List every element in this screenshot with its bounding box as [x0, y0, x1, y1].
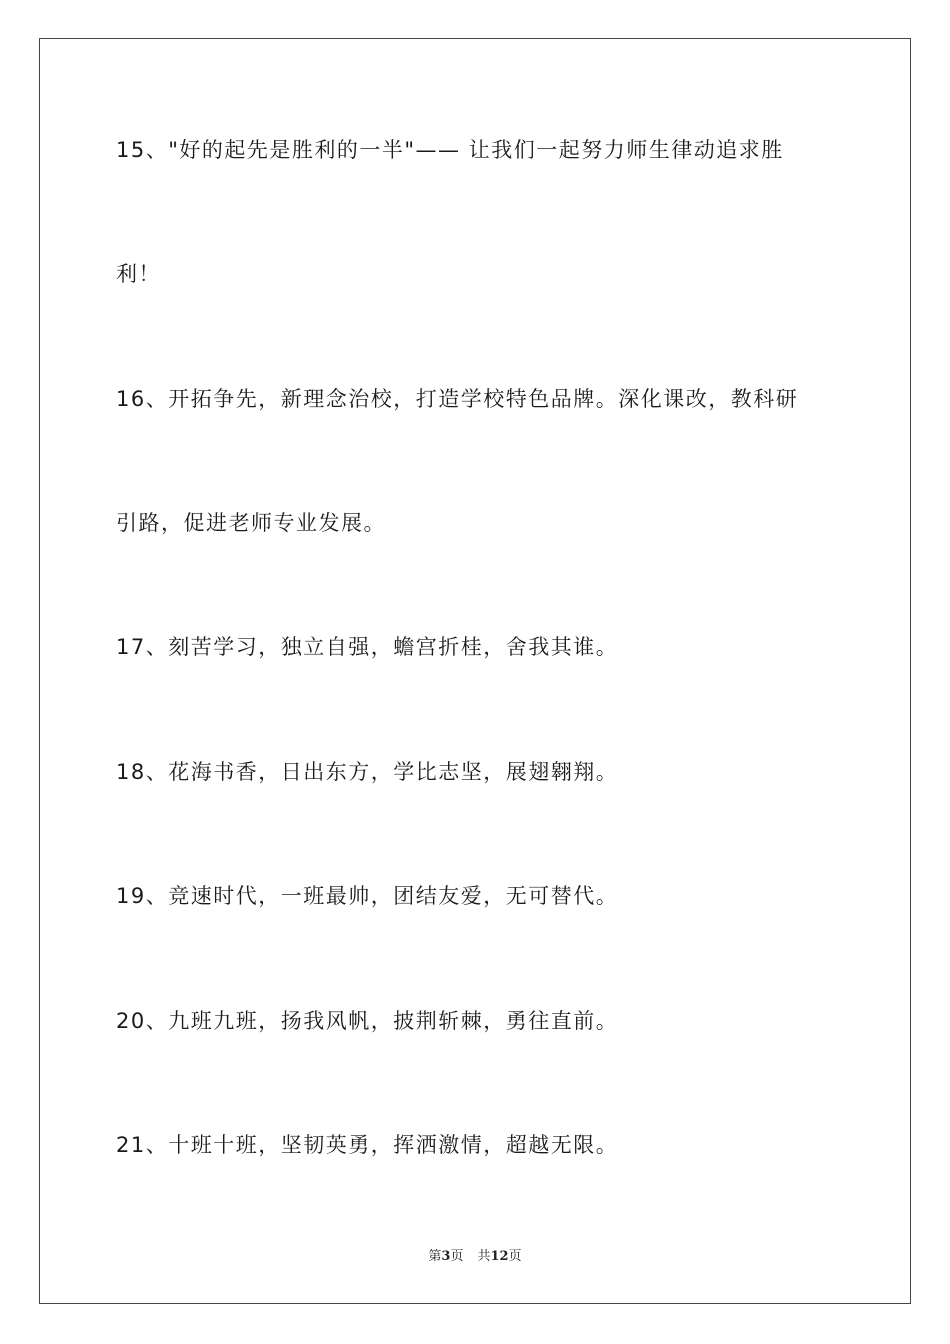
page-prefix: 第 — [428, 1249, 442, 1264]
page-border — [39, 38, 911, 1304]
paragraph-20: 20、九班九班，扬我风帆，披荆斩棘，勇往直前。 — [116, 1009, 619, 1033]
total-suffix: 页 — [508, 1249, 522, 1264]
page-footer — [0, 1248, 950, 1266]
paragraph-17: 17、刻苦学习，独立自强，蟾宫折桂，舍我其谁。 — [116, 635, 619, 659]
page-number: 3 — [441, 1249, 451, 1264]
paragraph-19: 19、竞速时代，一班最帅，团结友爱，无可替代。 — [116, 884, 619, 908]
paragraph-15-line-2: 利！ — [116, 262, 161, 286]
page-suffix: 页 — [450, 1249, 464, 1264]
paragraph-15-line-1: 15、"好的起先是胜利的一半"—— 让我们一起努力师生律动追求胜 — [116, 138, 784, 162]
paragraph-16-line-1: 16、开拓争先，新理念治校，打造学校特色品牌。深化课改，教科研 — [116, 387, 799, 411]
paragraph-16-line-2: 引路，促进老师专业发展。 — [116, 511, 386, 535]
total-pages: 12 — [490, 1249, 509, 1264]
paragraph-21: 21、十班十班，坚韧英勇，挥洒激情，超越无限。 — [116, 1133, 619, 1157]
total-prefix: 共 — [477, 1249, 491, 1264]
paragraph-18: 18、花海书香，日出东方，学比志坚，展翅翱翔。 — [116, 760, 619, 784]
